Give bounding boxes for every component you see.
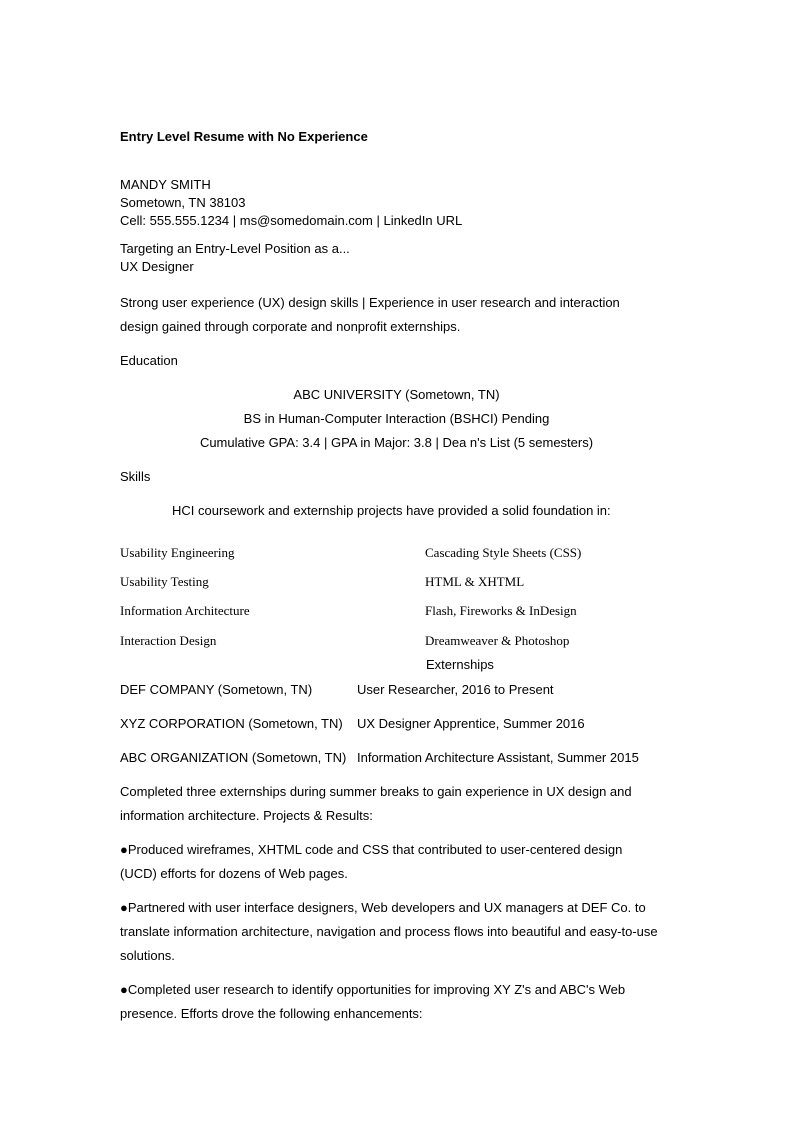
education-heading: Education [120,353,178,368]
target-line: Targeting an Entry-Level Position as a... [120,241,350,256]
education-degree: BS in Human-Computer Interaction (BSHCI) Pending [243,411,550,426]
education-gpa: Cumulative GPA: 3.4 | GPA in Major: 3.8 | Dea n's List (5 semesters) [199,435,594,450]
externship-role: Information Architecture Assistant, Summer 2015 [357,750,639,765]
skill-left-item: Interaction Design [120,633,217,648]
bullet-line: presence. Efforts drove the following enhancements: [120,1006,423,1021]
contact-name: MANDY SMITH [120,177,211,192]
externship-org: DEF COMPANY (Sometown, TN) [120,682,313,697]
bullet-line: ●Completed user research to identify opportunities for improving XY Z's and ABC's Web [120,982,626,997]
bullet-line: ●Produced wireframes, XHTML code and CSS that contributed to user-centered design [120,842,623,857]
summary-line-2: design gained through corporate and nonprofit externships. [120,319,461,334]
externship-role: User Researcher, 2016 to Present [357,682,554,697]
skill-right-item: Cascading Style Sheets (CSS) [425,545,582,560]
externship-desc-1: Completed three externships during summer breaks to gain experience in UX design and [120,784,632,799]
externship-role: UX Designer Apprentice, Summer 2016 [357,716,585,731]
contact-city: Sometown, TN 38103 [120,195,246,210]
skill-left-item: Information Architecture [120,603,250,618]
summary-line-1: Strong user experience (UX) design skills | Experience in user research and interaction [120,295,620,310]
bullet-line: translate information architecture, navigation and process flows into beautiful and easy-to-use [120,924,658,939]
contact-line: Cell: 555.555.1234 | ms@somedomain.com | LinkedIn URL [120,213,463,228]
skill-right-item: HTML & XHTML [425,574,525,589]
skill-right-item: Dreamweaver & Photoshop [425,633,570,648]
skill-left-item: Usability Engineering [120,545,235,560]
skills-heading: Skills [120,469,151,484]
skills-intro: HCI coursework and externship projects have provided a solid foundation in: [172,503,611,518]
education-school: ABC UNIVERSITY (Sometown, TN) [293,387,500,402]
skill-left-item: Usability Testing [120,574,209,589]
externship-desc-2: information architecture. Projects & Results: [120,808,373,823]
externship-org: ABC ORGANIZATION (Sometown, TN) [120,750,347,765]
skill-right-item: Flash, Fireworks & InDesign [425,603,577,618]
document-title: Entry Level Resume with No Experience [120,129,368,144]
externships-heading: Externships [426,657,494,672]
externship-org: XYZ CORPORATION (Sometown, TN) [120,716,343,731]
bullet-line: solutions. [120,948,175,963]
bullet-line: (UCD) efforts for dozens of Web pages. [120,866,348,881]
target-role: UX Designer [120,259,194,274]
bullet-line: ●Partnered with user interface designers, Web developers and UX managers at DEF Co. to [120,900,646,915]
